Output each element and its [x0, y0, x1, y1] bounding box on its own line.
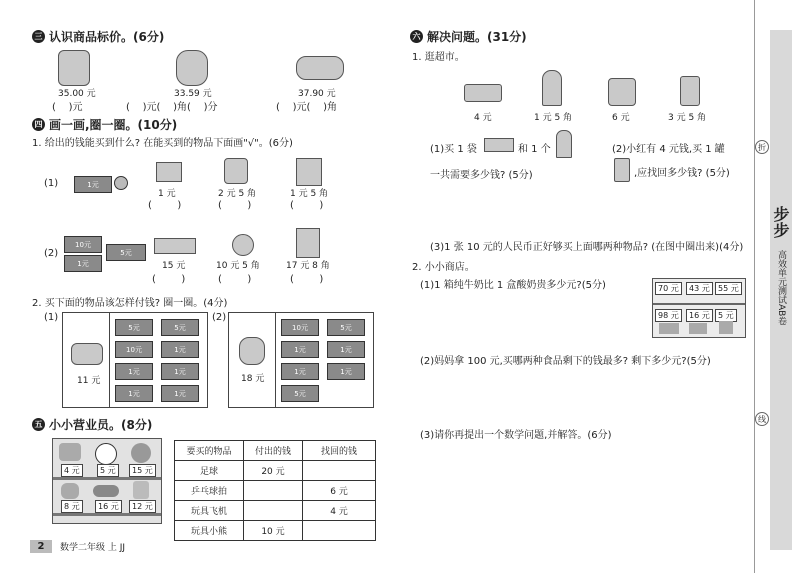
table-cell[interactable]	[303, 521, 376, 541]
question-text: 2. 买下面的物品该怎样付钱? 圈一圈。(4分)	[32, 298, 228, 309]
section-5-heading	[32, 416, 152, 433]
divider	[109, 313, 110, 407]
banknote[interactable]: 5元	[281, 385, 319, 402]
divider	[275, 313, 276, 407]
banknote[interactable]: 1元	[115, 363, 153, 380]
check-blank[interactable]: ( )	[218, 200, 252, 211]
football-picture	[95, 443, 117, 465]
banknote[interactable]: 10元	[115, 341, 153, 358]
banknote[interactable]: 1元	[161, 363, 199, 380]
page-number: 2	[30, 540, 52, 553]
price-label: 2 元 5 角	[218, 189, 257, 199]
banknote[interactable]: 1元	[281, 341, 319, 358]
question-text: 1. 给出的钱能买到什么? 在能买到的物品下面画"√"。(6分)	[32, 138, 293, 149]
eraser-picture	[156, 162, 182, 182]
bottle-picture	[719, 321, 733, 334]
price-label: 37.90 元	[298, 89, 336, 99]
question-text: (2)小红有 4 元钱,买 1 罐	[612, 144, 725, 155]
price-label: 11 元	[77, 376, 101, 386]
table-header: 付出的钱	[244, 441, 303, 461]
table-cell[interactable]	[244, 501, 303, 521]
banknote: 10元	[64, 236, 102, 253]
price-tag: 15 元	[129, 464, 156, 477]
shelf-board	[653, 303, 745, 305]
store-shelf	[652, 278, 746, 338]
table-row	[175, 501, 376, 521]
toy-plane-picture	[296, 56, 344, 80]
can-picture	[614, 158, 630, 182]
book-picture	[296, 158, 322, 186]
money-group	[74, 176, 128, 193]
price-label: 6 元	[612, 113, 630, 123]
question-text: 和 1 个	[518, 144, 551, 155]
question-text: 一共需要多少钱? (5分)	[430, 170, 533, 181]
question-number: (1)	[44, 312, 59, 323]
basketball-picture	[131, 443, 151, 463]
check-blank[interactable]: ( )	[148, 200, 182, 211]
table-row	[175, 461, 376, 481]
price-label: 17 元 8 角	[286, 261, 330, 271]
table-cell: 乒乓球拍	[175, 481, 244, 501]
answer-blank[interactable]: ( )元	[52, 102, 83, 113]
question-text: (3)1 张 10 元的人民币正好够买上面哪两种物品? (在图中圈出来)(4分)	[430, 242, 744, 253]
yogurt-picture	[689, 323, 707, 334]
teddy-bear-picture	[61, 483, 79, 499]
banknote[interactable]: 1元	[115, 385, 153, 402]
answer-blank[interactable]: ( )元( )角( )分	[126, 102, 218, 113]
ping-pong-paddle-picture	[133, 481, 149, 499]
table-cell: 足球	[175, 461, 244, 481]
section-title: 认识商品标价。(6分)	[49, 30, 165, 44]
toy-shelf	[52, 438, 162, 524]
answer-blank[interactable]: ( )元( )角	[276, 102, 338, 113]
price-label: 1 元 5 角	[290, 189, 329, 199]
price-tag: 43 元	[686, 282, 713, 295]
table-cell[interactable]: 10 元	[244, 521, 303, 541]
table-row	[175, 521, 376, 541]
price-tag: 12 元	[129, 500, 156, 513]
check-blank[interactable]: ( )	[290, 200, 324, 211]
section-title: 小小营业员。(8分)	[49, 418, 153, 432]
table-header: 找回的钱	[303, 441, 376, 461]
toy-plane-picture	[93, 485, 119, 497]
section-title: 画一画,圈一圈。(10分)	[49, 118, 178, 132]
price-label: 1 元 5 角	[534, 113, 573, 123]
check-blank[interactable]: ( )	[218, 274, 252, 285]
table-cell[interactable]: 20 元	[244, 461, 303, 481]
price-label: 35.00 元	[58, 89, 96, 99]
teddy-bear-picture	[239, 337, 265, 365]
question-text: (1)买 1 袋	[430, 144, 477, 155]
banknote[interactable]: 1元	[327, 341, 365, 358]
question-number: (2)	[44, 248, 59, 259]
question-number: (1)	[44, 178, 59, 189]
section-6-heading	[410, 28, 527, 45]
shelf-board	[53, 477, 161, 480]
banknote[interactable]: 5元	[327, 319, 365, 336]
banknote: 5元	[106, 244, 146, 261]
section-badge: 五	[32, 418, 45, 431]
banknote[interactable]: 1元	[161, 385, 199, 402]
price-tag: 8 元	[61, 500, 83, 513]
banknote[interactable]: 1元	[281, 363, 319, 380]
jar-picture	[608, 78, 636, 106]
price-tag: 5 元	[715, 309, 737, 322]
ball-picture	[232, 234, 254, 256]
banknote[interactable]: 1元	[327, 363, 365, 380]
bread-picture	[464, 84, 502, 102]
fold-mark: 线	[755, 412, 769, 426]
ice-cream-picture	[556, 130, 572, 158]
brand-logo: 步步	[771, 206, 790, 238]
payment-box-1	[62, 312, 208, 408]
can-picture	[680, 76, 700, 106]
section-badge: 六	[410, 30, 423, 43]
table-cell[interactable]: 6 元	[303, 481, 376, 501]
bananas-picture	[224, 158, 248, 184]
teddy-bear-picture	[176, 50, 208, 86]
money-choices[interactable]	[115, 319, 201, 402]
banknote[interactable]: 1元	[161, 341, 199, 358]
question-text: 1. 逛超市。	[412, 52, 465, 63]
price-label: 33.59 元	[174, 89, 212, 99]
price-label: 3 元 5 角	[668, 113, 707, 123]
change-table	[174, 440, 376, 541]
ice-cream-picture	[542, 70, 562, 106]
book-series-title: 高效单元测试AB卷	[776, 250, 786, 326]
bread-picture	[484, 138, 514, 152]
banknote[interactable]: 5元	[115, 319, 153, 336]
money-choices[interactable]	[281, 319, 367, 402]
money-group	[64, 236, 102, 272]
milk-box-picture	[659, 323, 679, 334]
price-tag: 55 元	[715, 282, 742, 295]
table-cell: 玩具飞机	[175, 501, 244, 521]
price-label: 15 元	[162, 261, 186, 271]
section-3-heading	[32, 28, 164, 45]
section-badge: 三	[32, 30, 45, 43]
price-label: 4 元	[474, 113, 492, 123]
question-text: (2)妈妈拿 100 元,买哪两种食品剩下的钱最多? 剩下多少元?(5分)	[420, 356, 711, 367]
price-tag: 4 元	[61, 464, 83, 477]
price-label: 18 元	[241, 374, 265, 384]
toy-car-picture	[71, 343, 103, 365]
toy-picture	[59, 443, 81, 461]
section-badge: 四	[32, 118, 45, 131]
question-text: 2. 小小商店。	[412, 262, 475, 273]
price-tag: 16 元	[95, 500, 122, 513]
fold-line	[754, 0, 755, 573]
check-blank[interactable]: ( )	[290, 274, 324, 285]
check-blank[interactable]: ( )	[152, 274, 186, 285]
section-4-heading	[32, 116, 177, 133]
table-cell: 玩具小熊	[175, 521, 244, 541]
price-tag: 70 元	[655, 282, 682, 295]
question-text: (3)请你再提出一个数学问题,并解答。(6分)	[420, 430, 612, 441]
price-label: 1 元	[158, 189, 176, 199]
price-tag: 98 元	[655, 309, 682, 322]
banknote: 1元	[74, 176, 112, 193]
question-text: (1)1 箱纯牛奶比 1 盒酸奶贵多少元?(5分)	[420, 280, 606, 291]
fold-mark: 折	[755, 140, 769, 154]
table-row	[175, 481, 376, 501]
table-header: 要买的物品	[175, 441, 244, 461]
footer-subject: 数学二年级 上 JJ	[60, 543, 126, 553]
price-tag: 16 元	[686, 309, 713, 322]
table-cell[interactable]	[244, 481, 303, 501]
question-number: (2)	[212, 312, 227, 323]
price-label: 10 元 5 角	[216, 261, 260, 271]
pencil-case-picture	[154, 238, 196, 254]
price-tag: 5 元	[97, 464, 119, 477]
scarf-picture	[296, 228, 320, 258]
payment-box-2	[228, 312, 374, 408]
backpack-picture	[58, 50, 90, 86]
coin	[114, 176, 128, 190]
shelf-board	[53, 513, 161, 516]
table-cell[interactable]: 4 元	[303, 501, 376, 521]
banknote[interactable]: 5元	[161, 319, 199, 336]
banknote: 1元	[64, 255, 102, 272]
question-text: ,应找回多少钱? (5分)	[634, 168, 730, 179]
banknote[interactable]: 10元	[281, 319, 319, 336]
section-title: 解决问题。(31分)	[427, 30, 527, 44]
table-cell[interactable]	[303, 461, 376, 481]
